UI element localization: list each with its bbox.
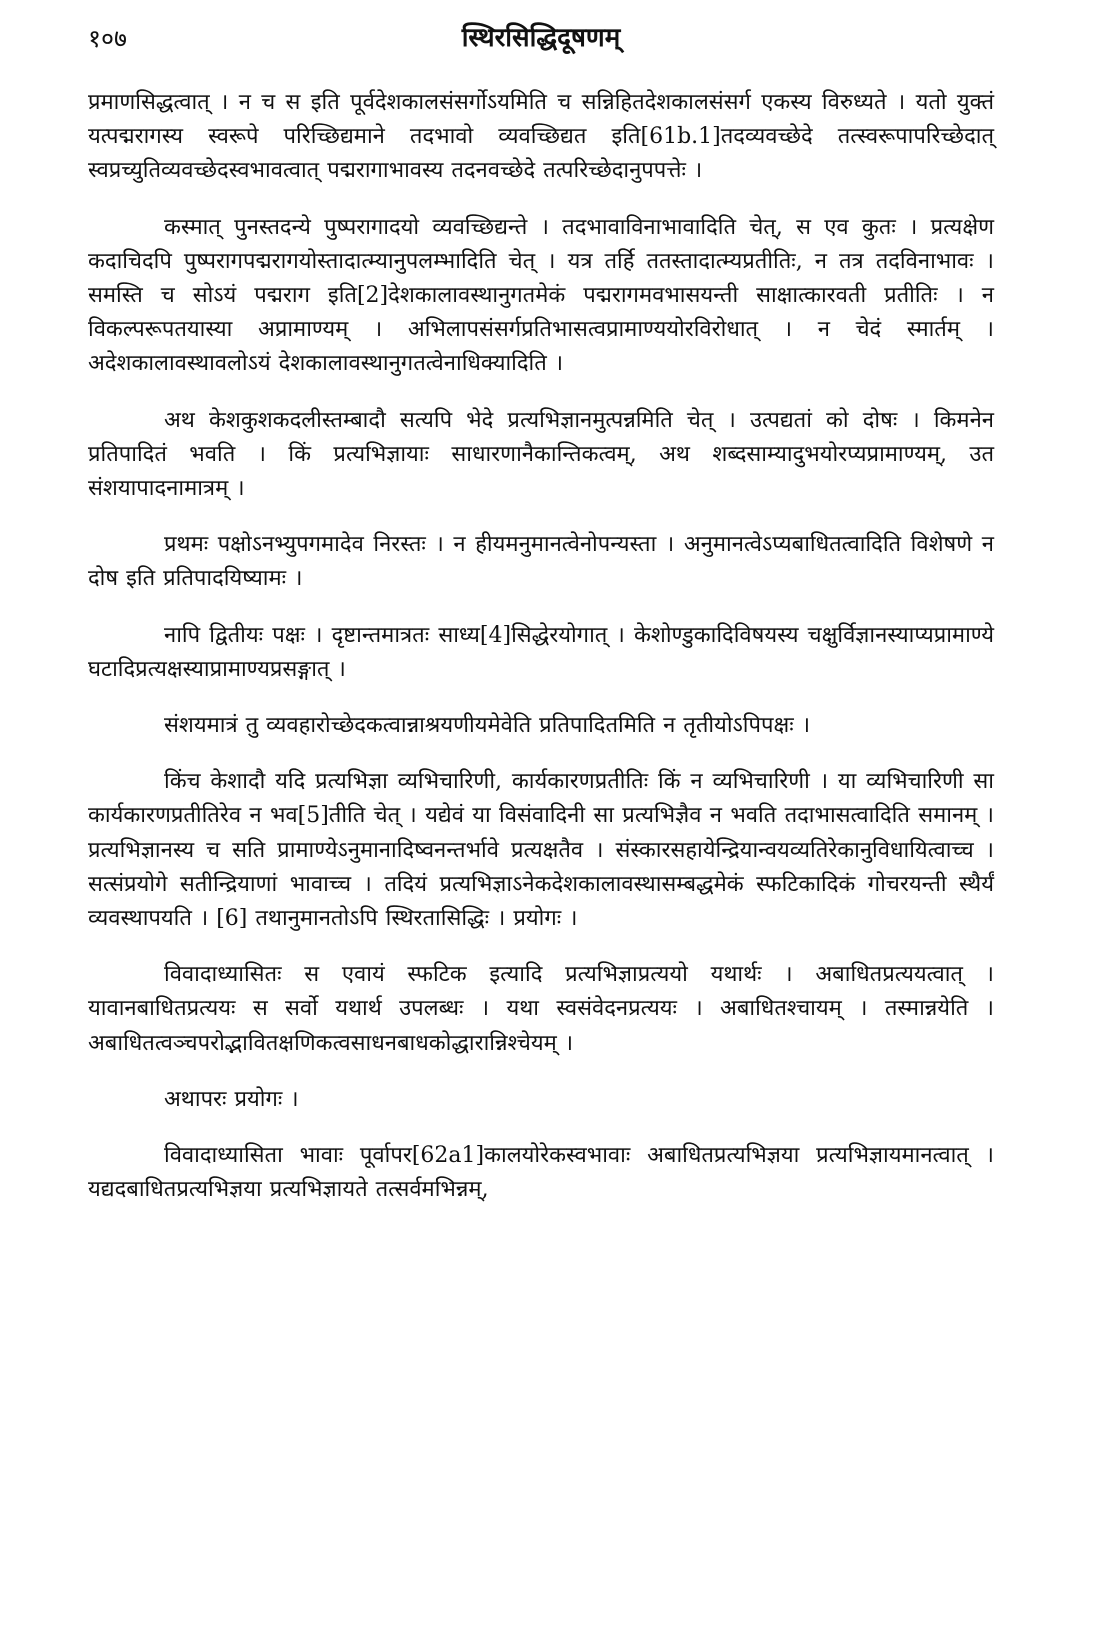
paragraph-2: कस्मात् पुनस्तदन्ये पुष्परागादयो व्यवच्छिद्यन्ते । तदभावाविनाभावादिति चेत्, स एव कुतः । प्रत्यक्षेण कदाचिदपि पुष्परागपद्मरागयोस्तादात्म्यानुपलम्भादिति चेत् । यत्र तर्हि ततस्तादात्म्यप्रतीतिः, न तत्र तदविनाभावः । समस्ति च सोऽयं पद्मराग इति[2]देशकालावस्थानुगतमेकं पद्मरागमवभासयन्ती साक्षात्कारवती प्रतीतिः । न विकल्परूपतयास्या अप्रामाण्यम् । अभिलापसंसर्गप्रतिभासत्वप्रामाण्ययोरविरोधात् । न चेदं स्मार्तम् । अदेशकालावस्थावलोऽयं देशकालावस्थानुगतत्वेनाधिक्यादिति । xyxy=(88,214,994,377)
page-number: १०७ xyxy=(88,24,128,53)
paragraph-6: संशयमात्रं तु व्यवहारोच्छेदकत्वान्नाश्रयणीयमेवेति प्रतिपादितमिति न तृतीयोऽपिपक्षः । xyxy=(164,713,811,739)
paragraph-7: किंच केशादौ यदि प्रत्यभिज्ञा व्यभिचारिणी, कार्यकारणप्रतीतिः किं न व्यभिचारिणी । या व्यभिचारिणी सा कार्यकारणप्रतीतिरेव न भव[5]तीति चेत् । यद्येवं या विसंवादिनी सा प्रत्यभिज्ञैव न भवति तदाभासत्वादिति समानम् । प्रत्यभिज्ञानस्य च सति प्रामाण्येऽनुमानादिष्वनन्तर्भावे प्रत्यक्षतैव । संस्कारसहायेन्द्रियान्वयव्यतिरेकानुविधायित्वाच्च । सत्संप्रयोगे सतीन्द्रियाणां भावाच्च । तदियं प्रत्यभिज्ञाऽनेकदेशकालावस्थासम्बद्धमेकं स्फटिकादिकं गोचरयन्ती स्थैर्यं व्यवस्थापयति । [6] तथानुमानतोऽपि स्थिरतासिद्धिः । प्रयोगः । xyxy=(88,769,994,932)
paragraph-1: प्रमाणसिद्धत्वात् । न च स इति पूर्वदेशकालसंसर्गोऽयमिति च सन्निहितदेशकालसंसर्ग एकस्य विरुध्यते । यतो युक्तं यत्पद्मरागस्य स्वरूपे परिच्छिद्यमाने तदभावो व्यवच्छिद्यत इति[61b.1]तदव्यवच्छेदे तत्स्वरूपापरिच्छेदात् स्वप्रच्युतिव्यवच्छेदस्वभावत्वात् पद्मरागाभावस्य तदनवच्छेदे तत्परिच्छेदानुपपत्तेः । xyxy=(88,90,994,184)
body-text xyxy=(88,86,994,1207)
paragraph-10: विवादाध्यासिता भावाः पूर्वापर[62a1]कालयोरेकस्वभावाः अबाधितप्रत्यभिज्ञया प्रत्यभिज्ञायमानत्वात् । यद्यदबाधितप्रत्यभिज्ञया प्रत्यभिज्ञायते तत्सर्वमभिन्नम्, xyxy=(88,1143,994,1203)
paragraph-5: नापि द्वितीयः पक्षः । दृष्टान्तमात्रतः साध्य[4]सिद्धेरयोगात् । केशोण्डुकादिविषयस्य चक्षुर्विज्ञानस्याप्यप्रामाण्ये घटादिप्रत्यक्षस्याप्रामाण्यप्रसङ्गात् । xyxy=(88,622,994,682)
paragraph-8: विवादाध्यासितः स एवायं स्फटिक इत्यादि प्रत्यभिज्ञाप्रत्ययो यथार्थः । अबाधितप्रत्ययत्वात् । यावानबाधितप्रत्ययः स सर्वो यथार्थ उपलब्धः । यथा स्वसंवेदनप्रत्ययः । अबाधितश्चायम् । तस्मान्नयेति । अबाधितत्वञ्चपरोद्भावितक्षणिकत्वसाधनबाधकोद्धारान्निश्चेयम् । xyxy=(88,962,994,1056)
paragraph-4: प्रथमः पक्षोऽनभ्युपगमादेव निरस्तः । न हीयमनुमानत्वेनोपन्यस्ता । अनुमानत्वेऽप्यबाधितत्वादिति विशेषणे न दोष इति प्रतिपादयिष्यामः । xyxy=(88,532,994,592)
document-page xyxy=(88,18,994,1628)
paragraph-3: अथ केशकुशकदलीस्तम्बादौ सत्यपि भेदे प्रत्यभिज्ञानमुत्पन्नमिति चेत् । उत्पद्यतां को दोषः । किमनेन प्रतिपादितं भवति । किं प्रत्यभिज्ञायाः साधारणानैकान्तिकत्वम्, अथ शब्दसाम्यादुभयोरप्यप्रामाण्यम्, उत संशयापादनामात्रम् । xyxy=(88,407,994,502)
running-title: स्थिरसिद्धिदूषणम् xyxy=(461,23,621,53)
page-header xyxy=(88,18,994,58)
paragraph-9: अथापरः प्रयोगः । xyxy=(164,1086,299,1112)
